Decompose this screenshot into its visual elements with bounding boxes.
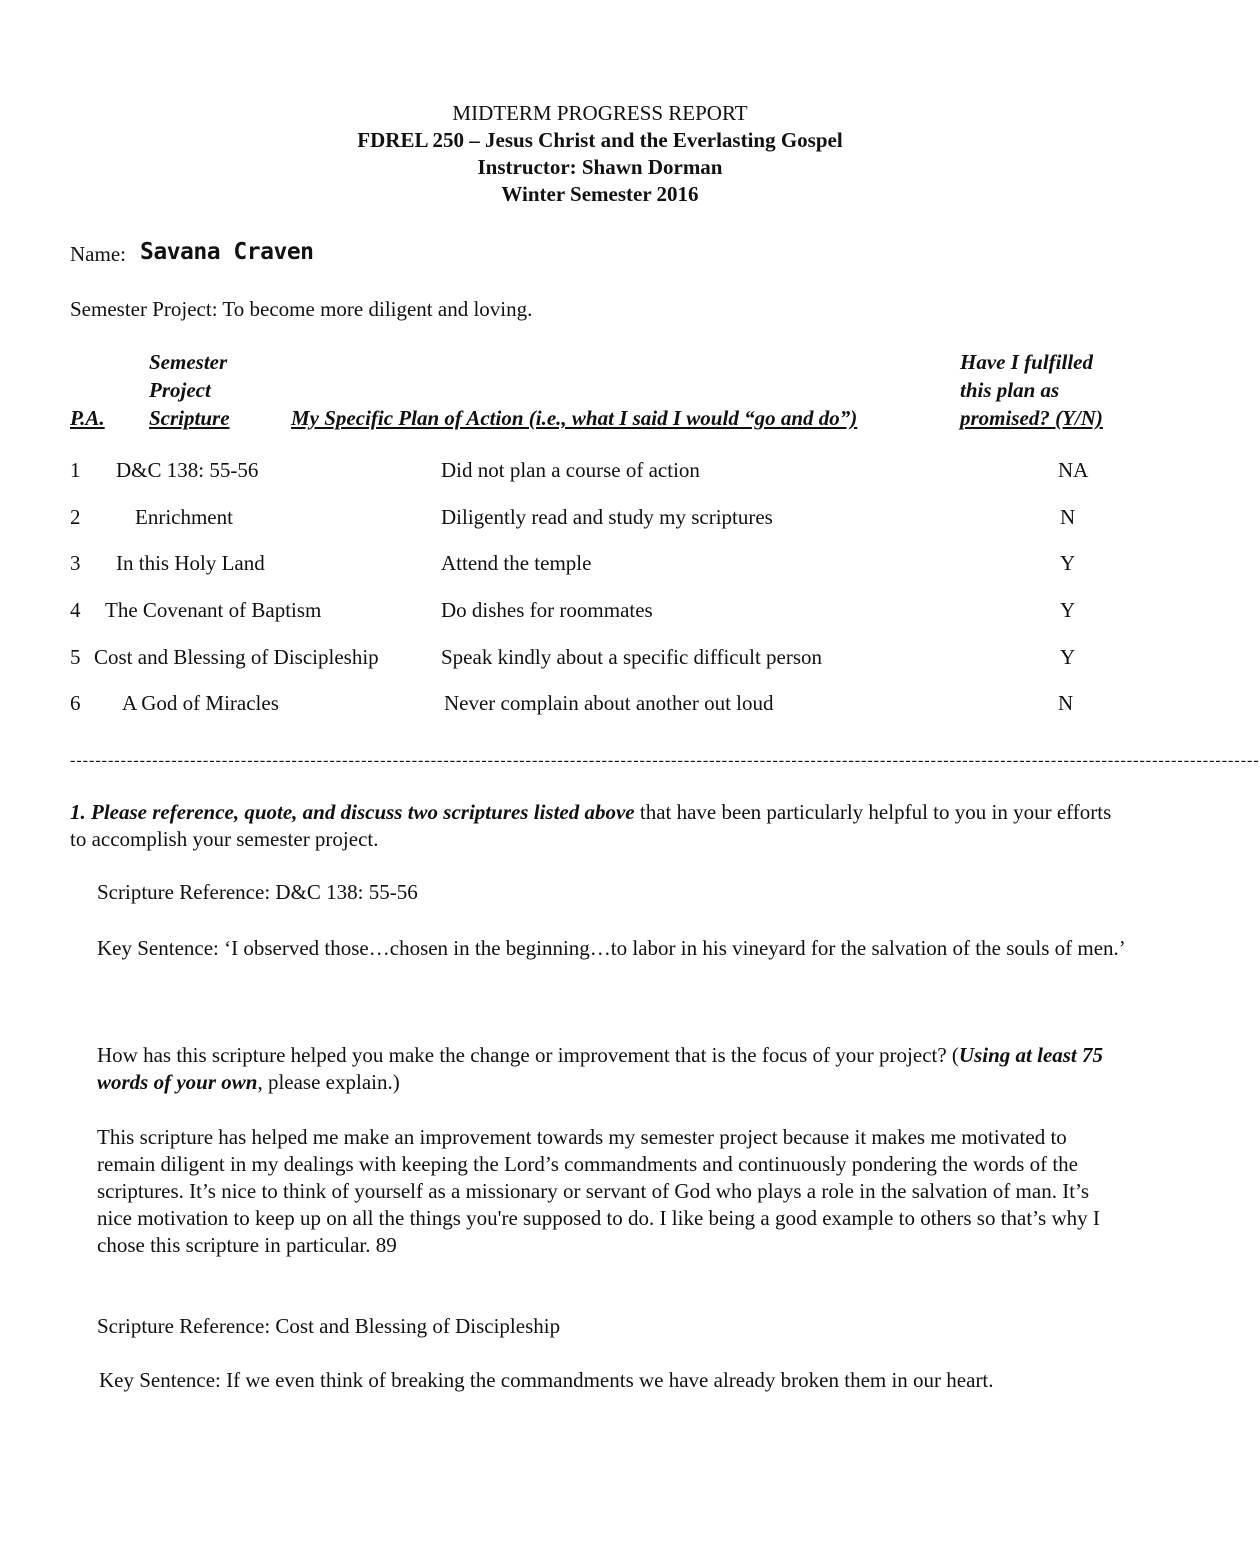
name-value: Savana Craven <box>140 239 314 265</box>
row-plan: Diligently read and study my scriptures <box>441 505 773 529</box>
key-sentence-label: Key Sentence: <box>97 936 219 960</box>
col-header-fulfilled <box>960 348 1103 432</box>
col-header-scripture <box>149 348 230 432</box>
row-plan: Speak kindly about a specific difficult person <box>441 645 823 669</box>
reflection-answer-1: This scripture has helped me make an improvement towards my semester project because it makes me motivated to remain diligent in my dealings with keeping the Lord’s commandments and continuously pondering the words of the scriptures. It’s nice to think of yourself as a missionary or servant of God who plays a role in the salvation of man. It’s nice motivation to keep up on all the things you're supposed to do. I like being a good example to others so that’s why I chose this scripture in particular. 89 <box>97 1125 1100 1257</box>
table-row <box>0 551 1200 581</box>
instructor-row <box>0 155 1200 180</box>
report-header <box>0 101 1200 126</box>
table-row <box>0 645 1200 675</box>
row-number: 4 <box>70 598 81 622</box>
scripture-reference-value: Cost and Blessing of Discipleship <box>275 1314 561 1338</box>
col-header-scripture-line1: Semester <box>149 350 228 374</box>
key-sentence-value: ‘I observed those…chosen in the beginning…to labor in his vineyard for the salvation of the souls of men.’ <box>224 936 1126 960</box>
row-scripture: A God of Miracles <box>122 691 279 715</box>
question-1-rest: that have been particularly helpful to you in your efforts to accomplish your semester project. <box>70 800 1112 851</box>
row-number: 5 <box>70 645 81 669</box>
table-row <box>0 505 1200 535</box>
question-1 <box>70 799 1132 853</box>
key-sentence-value: If we even think of breaking the commandments we have already broken them in our heart. <box>226 1368 994 1392</box>
project-label: Semester Project: <box>70 297 218 321</box>
row-plan: Do dishes for roommates <box>441 598 653 622</box>
row-scripture: In this Holy Land <box>116 551 265 575</box>
scripture-reference-label: Scripture Reference: <box>97 880 271 904</box>
name-label: Name: <box>70 242 126 266</box>
key-sentence-1 <box>97 935 1127 962</box>
semester-line: Winter Semester 2016 <box>501 182 699 206</box>
report-title: MIDTERM PROGRESS REPORT <box>452 101 748 125</box>
row-number: 2 <box>70 505 81 529</box>
col-header-fulfilled-line1: Have I fulfilled <box>960 350 1093 374</box>
row-plan: Never complain about another out loud <box>444 691 774 715</box>
row-scripture: The Covenant of Baptism <box>105 598 322 622</box>
col-header-scripture-line3: Scripture <box>149 406 230 430</box>
col-header-fulfilled-line3: promised? (Y/N) <box>960 406 1103 430</box>
row-scripture: D&C 138: 55-56 <box>116 458 259 482</box>
prompt-emphasis: Using at least 75 words of your own <box>97 1043 1104 1094</box>
key-sentence-label: Key Sentence: <box>99 1368 221 1392</box>
project-value: To become more diligent and loving. <box>222 297 533 321</box>
course-title: FDREL 250 – Jesus Christ and the Everlasting Gospel <box>357 128 843 152</box>
dashed-divider: -------------------------------------------------------------------------------------------------------------------------------------------------------------------------------------------- <box>70 752 1260 769</box>
prompt-end: , please explain.) <box>257 1070 400 1094</box>
col-header-fulfilled-line2: this plan as <box>960 378 1060 402</box>
key-sentence-2 <box>99 1368 994 1393</box>
instructor-line: Instructor: Shawn Dorman <box>477 155 723 179</box>
row-fulfilled: N <box>1058 691 1074 715</box>
table-row <box>0 691 1200 721</box>
row-fulfilled: Y <box>1060 598 1076 622</box>
question-1-emphasis: 1. Please reference, quote, and discuss two scriptures listed above <box>70 800 635 824</box>
col-header-scripture-line2: Project <box>149 378 211 402</box>
row-fulfilled: NA <box>1058 458 1089 482</box>
row-plan: Attend the temple <box>441 551 592 575</box>
row-scripture: Enrichment <box>135 505 233 529</box>
row-scripture: Cost and Blessing of Discipleship <box>94 645 379 669</box>
row-fulfilled: Y <box>1060 645 1076 669</box>
row-fulfilled: N <box>1060 505 1076 529</box>
scripture-reference-value: D&C 138: 55-56 <box>275 880 418 904</box>
course-title-row <box>0 128 1200 153</box>
col-header-pa: P.A. <box>70 406 105 430</box>
scripture-reference-label: Scripture Reference: <box>97 1314 271 1338</box>
row-number: 3 <box>70 551 81 575</box>
col-header-plan: My Specific Plan of Action (i.e., what I said I would “go and do”) <box>291 406 858 430</box>
scripture-reference-2 <box>97 1314 560 1339</box>
row-plan: Did not plan a course of action <box>441 458 700 482</box>
row-number: 6 <box>70 691 81 715</box>
scripture-reference-1 <box>97 880 418 905</box>
prompt-text: How has this scripture helped you make the change or improvement that is the focus of your project? ( <box>97 1043 959 1067</box>
table-row <box>0 458 1200 488</box>
row-fulfilled: Y <box>1060 551 1076 575</box>
reflection-prompt-1 <box>97 1042 1135 1096</box>
semester-row <box>0 182 1200 207</box>
row-number: 1 <box>70 458 81 482</box>
project-line <box>70 297 532 322</box>
table-row <box>0 598 1200 628</box>
